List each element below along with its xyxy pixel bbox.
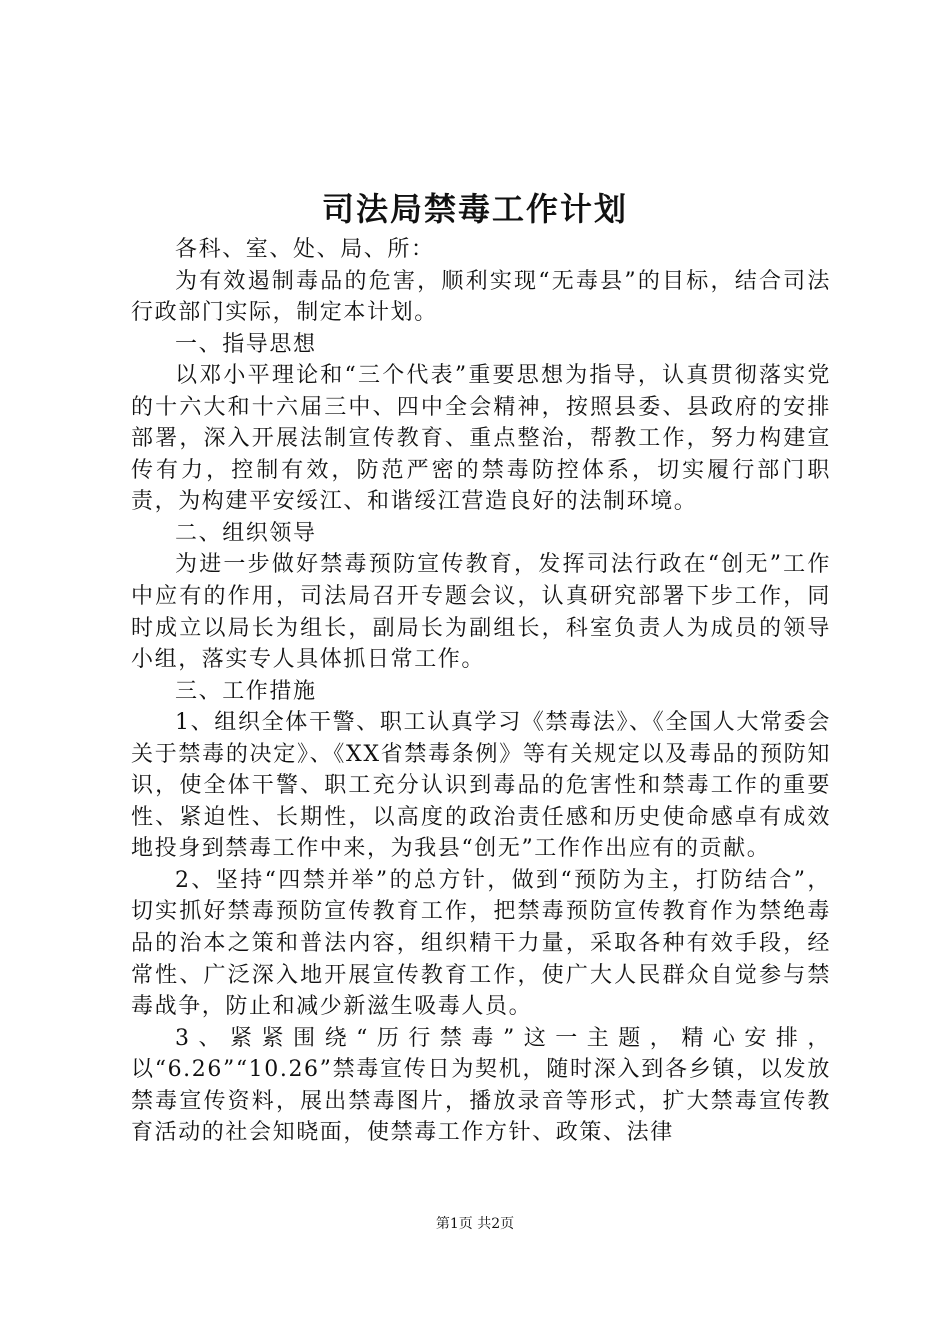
section-2-paragraph: 为进一步做好禁毒预防宣传教育，发挥司法行政在“创无”工作中应有的作用，司法局召开专题会议，认真研究部署下步工作，同时成立以局长为组长，副局长为副组长，科室负责人为成员的领导小组，落实专人具体抓日常工作。 <box>131 552 831 673</box>
section-2-heading: 二、组织领导 <box>175 520 317 546</box>
salutation: 各科、室、处、局、所： <box>175 237 435 262</box>
section-1-heading: 一、指导思想 <box>175 331 317 357</box>
measure-1-paragraph: 1、组织全体干警、职工认真学习《禁毒法》、《全国人大常委会关于禁毒的决定》、《XX省禁毒条例》等有关规定以及毒品的预防知识，使全体干警、职工充分认识到毒品的危害性和禁毒工作的重要性、紧迫性、长期性，以高度的政治责任感和历史使命感卓有成效地投身到禁毒工作中来，为我县“创无”工作作出应有的贡献。 <box>131 710 831 862</box>
document-body <box>131 234 831 1149</box>
section-3-heading: 三、工作措施 <box>175 678 317 704</box>
measure-3-paragraph: 3、紧紧围绕“历行禁毒”这一主题，精心安排，以“6.26”“10.26”禁毒宣传日为契机，随时深入到各乡镇，以发放禁毒宣传资料，展出禁毒图片，播放录音等形式，扩大禁毒宣传教育活动的社会知晓面，使禁毒工作方针、政策、法律 <box>131 1025 831 1146</box>
document-title: 司法局禁毒工作计划 <box>321 190 628 228</box>
page-number-footer: 第1页 共2页 <box>435 1216 515 1232</box>
measure-2-paragraph: 2、坚持“四禁并举”的总方针，做到“预防为主，打防结合”，切实抓好禁毒预防宣传教育工作，把禁毒预防宣传教育作为禁绝毒品的治本之策和普法内容，组织精干力量，采取各种有效手段，经常性、广泛深入地开展宣传教育工作，使广大人民群众自觉参与禁毒战争，防止和减少新滋生吸毒人员。 <box>131 867 831 1020</box>
section-1-paragraph: 以邓小平理论和“三个代表”重要思想为指导，认真贯彻落实党的十六大和十六届三中、四中全会精神，按照县委、县政府的安排部署，深入开展法制宣传教育、重点整治，帮教工作，努力构建宣传有力，控制有效，防范严密的禁毒防控体系，切实履行部门职责，为构建平安绥江、和谐绥江营造良好的法制环境。 <box>131 363 831 515</box>
intro-paragraph: 为有效遏制毒品的危害，顺利实现“无毒县”的目标，结合司法行政部门实际，制定本计划。 <box>131 268 831 326</box>
